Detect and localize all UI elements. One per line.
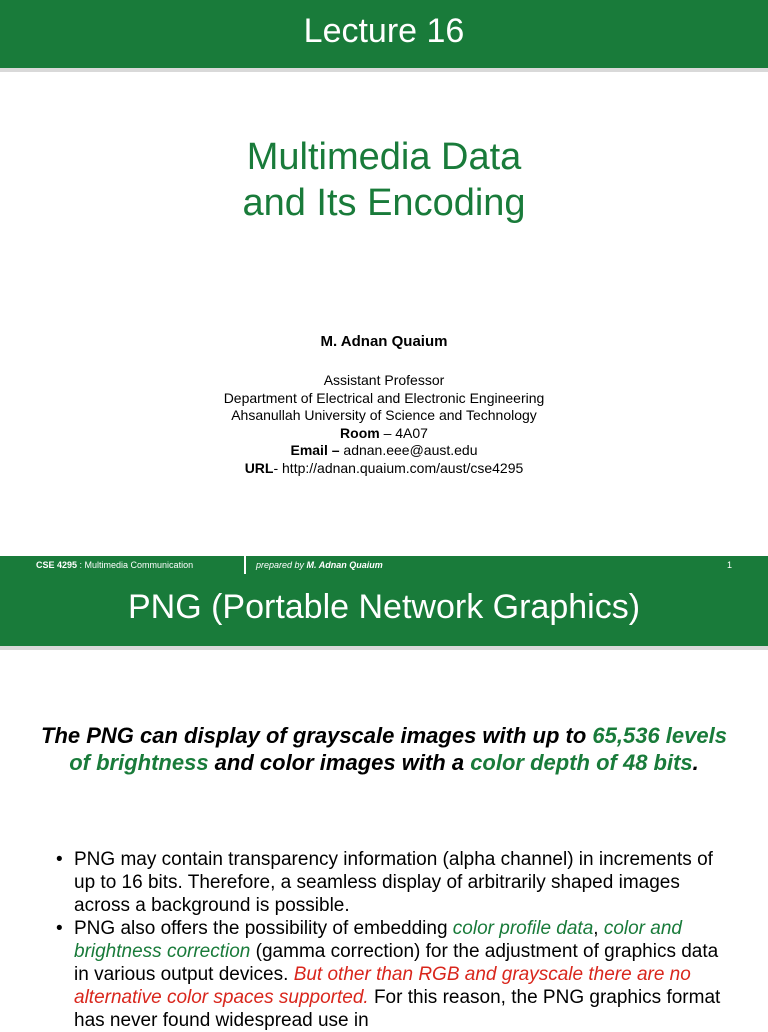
- email-label: Email –: [290, 442, 340, 458]
- png-header-bar: [0, 574, 768, 646]
- slide-footer: [0, 556, 768, 574]
- author-url: [0, 460, 768, 478]
- author-email: [0, 442, 768, 460]
- png-slide-title: PNG (Portable Network Graphics): [127, 588, 641, 626]
- bullet2-text-d: For this reason, the PNG graphics format has never found widespread use in: [74, 987, 721, 1031]
- author-info: [0, 372, 768, 477]
- footer-prepared-by: [256, 556, 383, 574]
- lead-text-3: .: [692, 750, 699, 775]
- bullet-transparency: • PNG may contain transparency information (alpha channel) in increments of up to 16 bits. Therefore, a seamless display of arbitrarily shaped images across a background is possible.: [56, 848, 728, 917]
- lecture-title-line2: and Its Encoding: [242, 182, 526, 224]
- lecture-title-line1: Multimedia Data: [246, 136, 522, 178]
- url-value[interactable]: - http://adnan.quaium.com/aust/cse4295: [273, 459, 524, 476]
- bullet2-text-c: (gamma correction) for the adjustment of graphics data in various output devices.: [74, 941, 719, 985]
- lecture-number: Lecture 16: [303, 12, 465, 50]
- png-bullet-list: [56, 848, 728, 1032]
- preparer-name: M. Adnan Quaium: [306, 560, 383, 570]
- bullet2-text-b: ,: [593, 918, 604, 939]
- lecture-header-bar: [0, 0, 768, 68]
- bullet2-text-a: PNG also offers the possibility of embedding: [74, 918, 453, 939]
- bullet2-highlight-brightness-correction: color and brightness correction: [74, 918, 682, 962]
- lead-highlight-color-depth: color depth of 48 bits: [470, 750, 693, 775]
- prepared-by-label: prepared by: [256, 560, 307, 570]
- author-name: M. Adnan Quaium: [320, 333, 448, 350]
- course-code: CSE 4295: [36, 560, 78, 570]
- header-divider: [0, 68, 768, 72]
- footer-separator: [244, 556, 246, 574]
- room-value: – 4A07: [379, 424, 428, 441]
- bullet2-highlight-color-spaces: But other than RGB and grayscale there are no alternative color spaces supported.: [74, 964, 691, 1008]
- author-department: Department of Electrical and Electronic Engineering: [223, 389, 545, 406]
- bullet2-highlight-color-profile: color profile data: [452, 918, 594, 939]
- room-label: Room: [340, 424, 380, 441]
- png-lead-statement: [40, 722, 728, 776]
- course-name: : Multimedia Communication: [77, 560, 194, 570]
- png-header-divider: [0, 646, 768, 650]
- lead-highlight-brightness: 65,536 levels of brightness: [69, 723, 727, 775]
- author-position: Assistant Professor: [323, 372, 445, 388]
- email-value[interactable]: adnan.eee@aust.edu: [339, 442, 478, 458]
- bullet-color-profile: [56, 917, 728, 1032]
- lead-text-2: and color images with a: [208, 750, 471, 775]
- lecture-title: [0, 134, 768, 226]
- author-university: Ahsanullah University of Science and Technology: [231, 407, 537, 423]
- lead-text-1: The PNG can display of grayscale images with up to: [41, 723, 593, 748]
- url-label: URL: [244, 459, 274, 476]
- footer-course: [0, 556, 244, 574]
- author-room: [0, 425, 768, 443]
- page-number: 1: [726, 560, 732, 570]
